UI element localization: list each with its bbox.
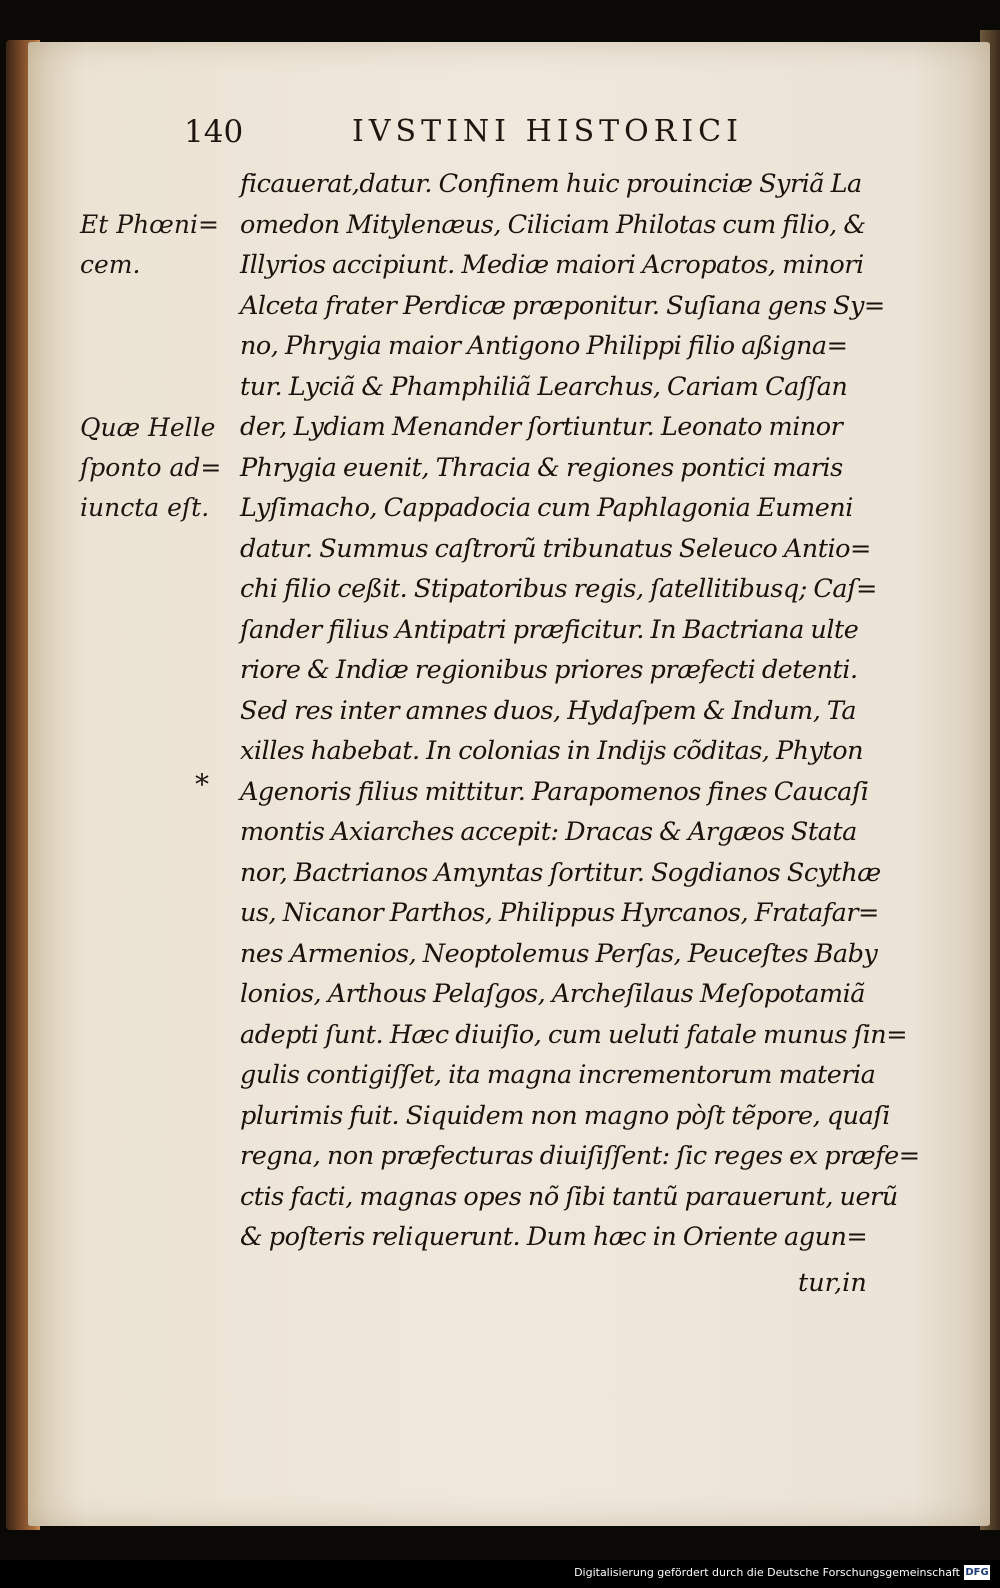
marginal-note-line: Et Phœni= xyxy=(80,210,219,239)
marginal-note-line: iuncta eſt. xyxy=(80,493,210,522)
text-line: Sed res inter amnes duos, Hydaſpem & Indum, Ta xyxy=(240,695,857,726)
dfg-logo-icon: DFG xyxy=(965,1567,989,1578)
text-line: regna, non præfecturas diuiſiſſent: ſic reges ex præfe= xyxy=(240,1141,920,1171)
marginal-note-line: ſponto ad= xyxy=(80,453,222,482)
marginal-note-line: Quæ Helle xyxy=(80,413,216,442)
marginal-note-1 xyxy=(80,205,230,285)
text-line: xilles habebat. In colonias in Indijs cõditas, Phyton xyxy=(240,736,864,766)
text-line: der, Lydiam Menander ſortiuntur. Leonato minor xyxy=(240,412,843,442)
text-line: ctis facti, magnas opes nõ ſibi tantũ parauerunt, uerũ xyxy=(240,1181,898,1212)
running-head xyxy=(0,114,1000,164)
text-line: tur. Lyciã & Phamphiliã Learchus, Cariam Caſſan xyxy=(240,371,848,402)
text-line: Agenoris filius mittitur. Parapomenos fines Caucaſi xyxy=(240,776,869,807)
text-line: chi filio ceßit. Stipatoribus regis, ſatellitibusq; Caſ= xyxy=(240,574,877,604)
text-line: Lyſimacho, Cappadocia cum Paphlagonia Eumeni xyxy=(240,493,853,523)
text-line: ſander filius Antipatri præficitur. In Bactriana ulte xyxy=(240,614,859,645)
asterisk-marker: * xyxy=(195,768,209,801)
text-line: us, Nicanor Parthos, Philippus Hyrcanos, Fratafar= xyxy=(240,898,879,928)
text-line: riore & Indiæ regionibus priores præfecti detenti. xyxy=(240,655,858,685)
text-line: plurimis fuit. Siquidem non magno pòſt tẽpore, quaſi xyxy=(240,1100,890,1131)
text-line: no, Phrygia maior Antigono Philippi filio aßigna= xyxy=(240,331,848,361)
text-line: nor, Bactrianos Amyntas ſortitur. Sogdianos Scythæ xyxy=(240,857,881,888)
text-line: gulis contigiſſet, ita magna incrementorum materia xyxy=(240,1060,876,1090)
running-title: IVSTINI HISTORICI xyxy=(352,114,743,149)
catchword: tur,in xyxy=(798,1268,867,1298)
text-line: lonios, Arthous Pelaſgos, Archeſilaus Meſopotamiã xyxy=(240,979,865,1009)
text-line: Illyrios accipiunt. Mediæ maiori Acropatos, minori xyxy=(240,250,864,280)
footer-bar xyxy=(0,1560,1000,1588)
text-line: montis Axiarches accepit: Dracas & Argæos Stata xyxy=(240,817,857,847)
text-line: ficauerat,datur. Confinem huic prouinciæ Syriã La xyxy=(240,169,862,199)
text-line: omedon Mitylenæus, Ciliciam Philotas cum filio, & xyxy=(240,209,866,240)
main-text-block xyxy=(240,164,920,1258)
text-line: Phrygia euenit, Thracia & regiones pontici maris xyxy=(240,452,843,483)
text-line: nes Armenios, Neoptolemus Perſas, Peuceſtes Baby xyxy=(240,938,878,969)
text-line: Alceta frater Perdicæ præponitur. Suſiana gens Sy= xyxy=(240,290,885,321)
marginal-note-line: cem. xyxy=(80,250,141,279)
text-line: adepti ſunt. Hæc diuiſio, cum ueluti fatale munus ſin= xyxy=(240,1019,908,1050)
marginal-note-2 xyxy=(80,408,230,528)
funding-credit: Digitalisierung gefördert durch die Deutsche Forschungsgemeinschaft xyxy=(574,1566,960,1579)
page-number: 140 xyxy=(184,114,244,150)
text-line: datur. Summus caſtrorũ tribunatus Seleuco Antio= xyxy=(240,533,871,564)
text-line: & poſteris reliquerunt. Dum hæc in Oriente agun= xyxy=(240,1222,868,1252)
